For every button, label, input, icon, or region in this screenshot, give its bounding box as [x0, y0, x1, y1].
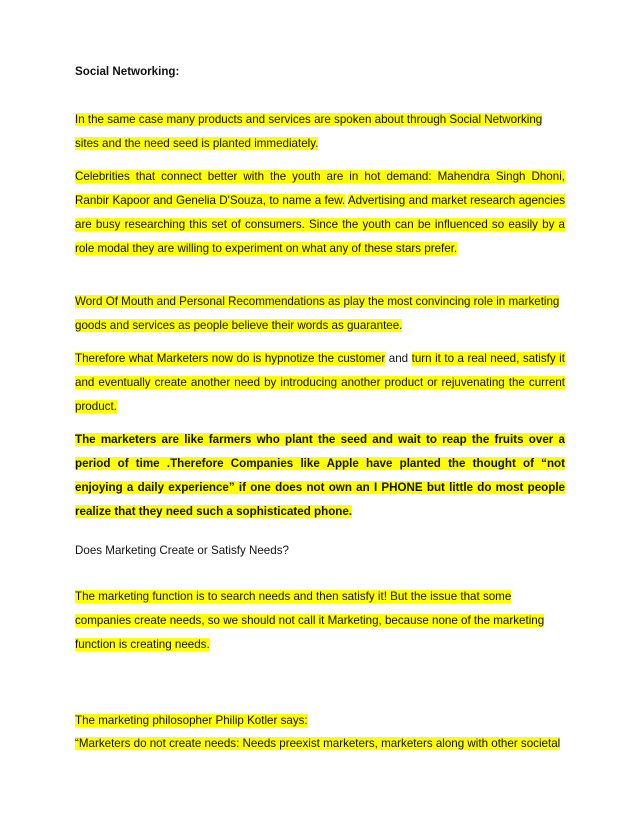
paragraph-1-text: In the same case many products and services are spoken about through Social Networking sites and the need seed is planted immediately.	[75, 113, 543, 150]
paragraph-4-text-b: and	[385, 352, 412, 365]
question-heading	[75, 539, 565, 563]
paragraph-2-text-a: Celebrities that connect better with the youth are in hot demand: Mahendra Singh Dhoni, Ranbir Kapoor and Genelia D'Souza, to name a few.	[75, 170, 565, 207]
paragraph-8	[75, 732, 565, 756]
question-text: Does Marketing Create or Satisfy Needs?	[75, 544, 289, 557]
paragraph-7-text: The marketing philosopher Philip Kotler says:	[75, 714, 308, 727]
paragraph-5-text: The marketers are like farmers who plant the seed and wait to reap the fruits over a period of time .Therefore Companies like Apple have planted the thought of “not enjoying a daily experience” if one does not own an I PHONE but little do most people realize that they need such a sophisticated phone.	[75, 433, 565, 518]
paragraph-5	[75, 428, 565, 524]
document-page	[75, 0, 565, 826]
paragraph-1	[75, 108, 565, 156]
paragraph-6	[75, 585, 565, 657]
paragraph-8-text: “Marketers do not create needs: Needs preexist marketers, marketers along with other societal	[75, 737, 561, 750]
paragraph-2-text-b: Advertising and market research agencies are busy researching this set of consumers. Since the youth can be influenced so easily by a role modal they are willing to experiment on what any of these stars prefer.	[75, 194, 565, 255]
heading-text: Social Networking:	[75, 65, 180, 78]
paragraph-4	[75, 347, 565, 419]
paragraph-3-text: Word Of Mouth and Personal Recommendations as play the most convincing role in marketing goods and services as people believe their words as guarantee.	[75, 295, 560, 332]
paragraph-3	[75, 290, 565, 338]
paragraph-6-text: The marketing function is to search needs and then satisfy it! But the issue that some companies create needs, so we should not call it Marketing, because none of the marketing function is creating needs.	[75, 590, 545, 651]
paragraph-4-text-a: Therefore what Marketers now do is hypnotize the customer	[75, 352, 386, 365]
paragraph-2	[75, 165, 565, 261]
paragraph-4-text-c: turn it to a real need, satisfy it and eventually create another need by introducing another product or rejuvenating the current product.	[75, 352, 565, 413]
section-heading	[75, 60, 565, 84]
paragraph-7	[75, 709, 565, 733]
